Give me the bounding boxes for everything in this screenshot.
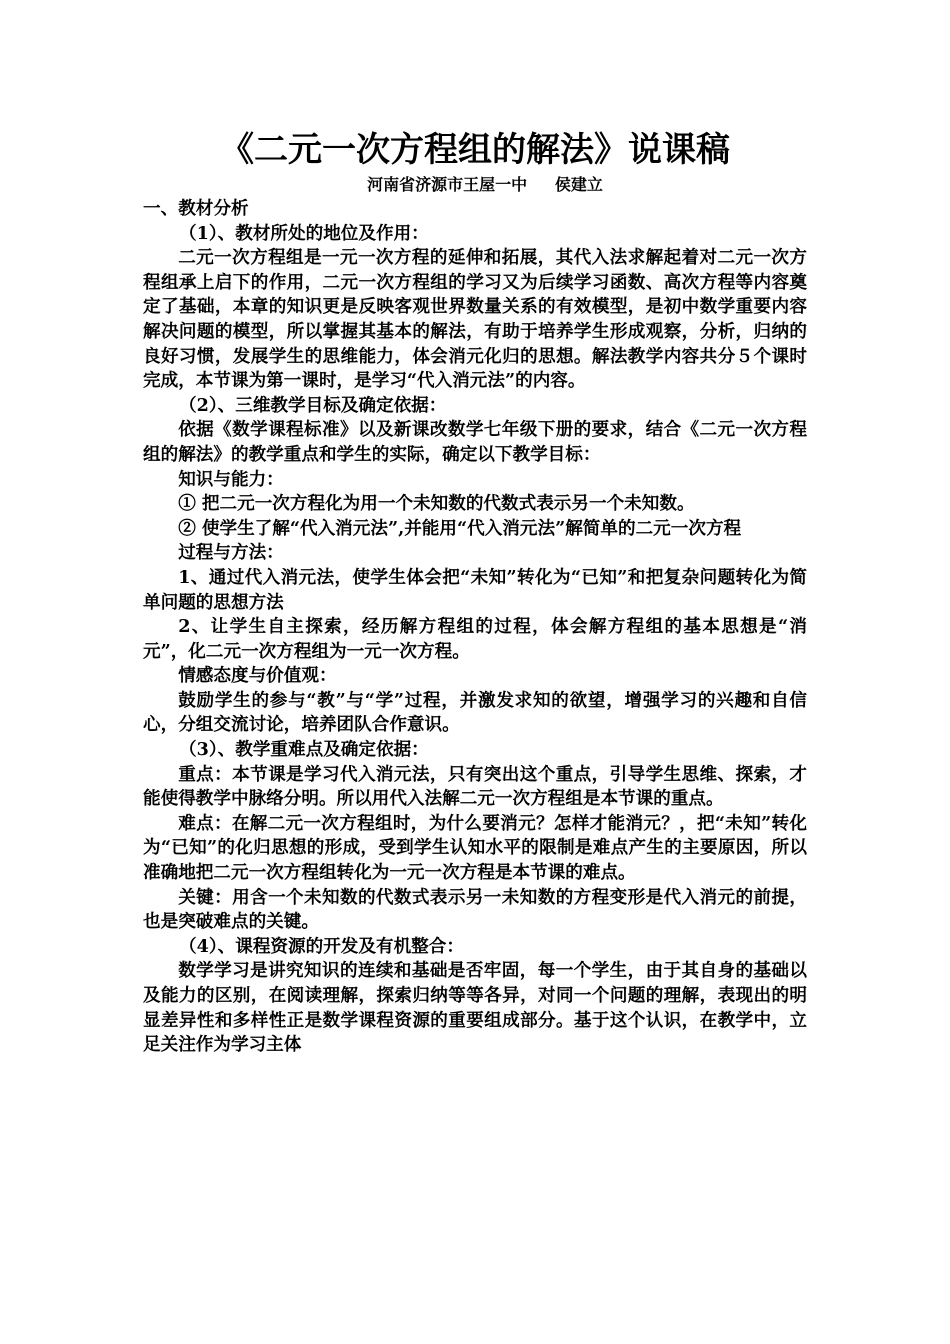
goal-heading: 知识与能力： (178, 468, 284, 490)
document-body (143, 197, 807, 1058)
paragraph: 2、让学生自主探索，经历解方程组的过程，体会解方程组的基本思想是“消元”，化二元一次方程组为一元一次方程。 (143, 616, 807, 662)
paragraph: 鼓励学生的参与“教”与“学”过程，并激发求知的欲望，增强学习的兴趣和自信心，分组交流讨论，培养团队合作意识。 (143, 689, 807, 736)
paragraph: 数学学习是讲究知识的连续和基础是否牢固，每一个学生，由于其自身的基础以及能力的区别，在阅读理解，探索归纳等等各异，对同一个问题的理解，表现出的明显差异性和多样性正是数学课程资源的重要组成部分。基于这个认识，在教学中，立足关注作为学习主体 (143, 960, 807, 1056)
paragraph: 二元一次方程组是一元一次方程的延伸和拓展，其代入法求解起着对二元一次方程组承上启下的作用，二元一次方程组的学习又为后续学习函数、高次方程等内容奠定了基础，本章的知识更是反映客观世界数量关系的有效模型，是初中数学重要内容解决问题的模型，所以掌握其基本的解法，有助于培养学生形成观察，分析，归纳的良好习惯，发展学生的思维能力，体会消元化归的思想。解法教学内容共分５个课时完成，本节课为第一课时，是学习“代入消元法”的内容。 (143, 247, 807, 392)
subsection-heading: （1）、教材所处的地位及作用： (179, 222, 429, 244)
author-byline: 河南省济源市王屋一中 侯建立 (367, 175, 603, 194)
section-heading: 一、教材分析 (143, 198, 249, 219)
paragraph: 1、通过代入消元法，使学生体会把“未知”转化为“已知”和把复杂问题转化为简单问题的思想方法 (143, 566, 807, 613)
goal-heading: 情感态度与价值观： (178, 665, 337, 687)
paragraph: 关键：用含一个未知数的代数式表示另一未知数的方程变形是代入消元的前提，也是突破难点的关键。 (143, 886, 807, 933)
paragraph: ② 使学生了解“代入消元法”,并能用“代入消元法”解简单的二元一次方程 (178, 517, 742, 539)
subsection-heading: （2）、三维教学目标及确定依据： (179, 394, 447, 416)
subsection-heading: （4）、课程资源的开发及有机整合： (179, 935, 464, 957)
paragraph: 难点：在解二元一次方程组时，为什么要消元？怎样才能消元？，把“未知”转化为“已知”的化归思想的形成，受到学生认知水平的限制是难点产生的主要原因，所以准确地把二元一次方程组转化为一元一次方程是本节课的难点。 (143, 812, 807, 884)
document-title: 《二元一次方程组的解法》说课稿 (220, 130, 730, 170)
paragraph: 重点：本节课是学习代入消元法，只有突出这个重点，引导学生思维、探索，才能使得教学中脉络分明。所以用代入法解二元一次方程组是本节课的重点。 (143, 763, 807, 810)
document-page (143, 0, 807, 1344)
goal-heading: 过程与方法： (178, 542, 284, 564)
subsection-heading: （3）、教学重难点及确定依据： (179, 739, 429, 761)
paragraph: ① 把二元一次方程化为用一个未知数的代数式表示另一个未知数。 (178, 493, 695, 515)
paragraph: 依据《数学课程标准》以及新课改数学七年级下册的要求，结合《二元一次方程组的解法》的教学重点和学生的实际，确定以下教学目标： (143, 419, 807, 465)
